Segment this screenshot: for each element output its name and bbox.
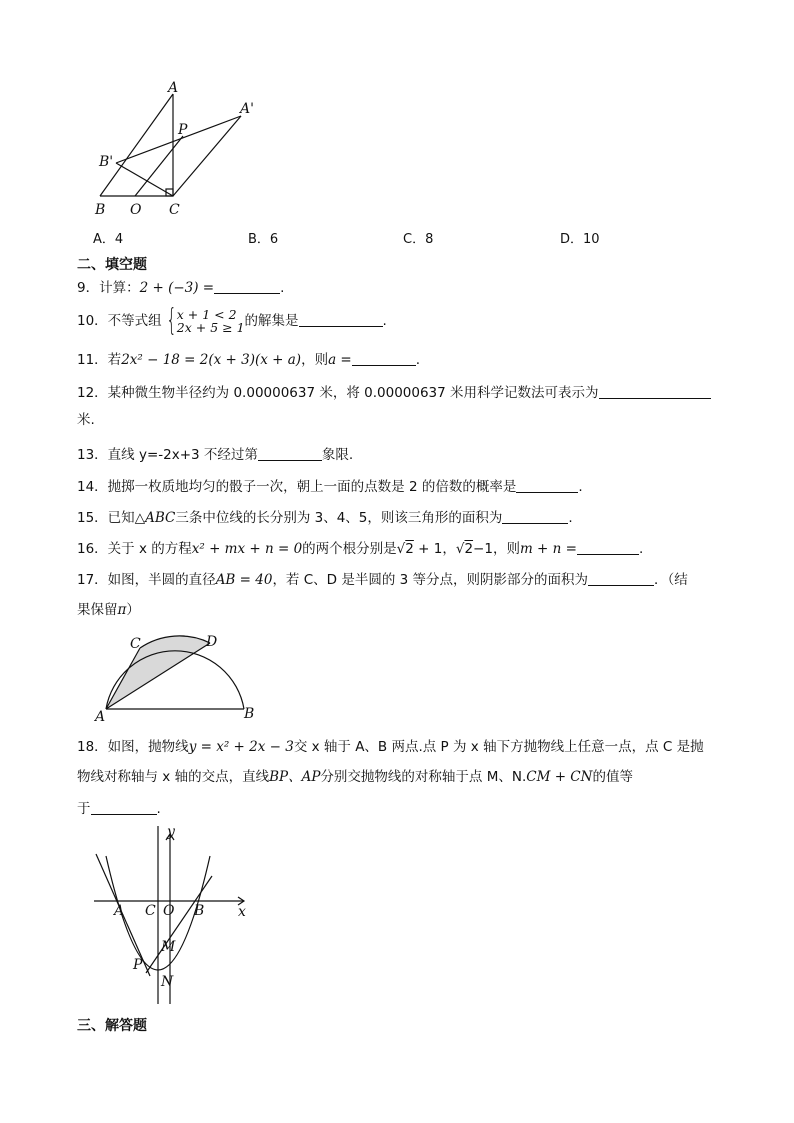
label-B-prime: B'	[99, 154, 114, 170]
question-11: 11．若2x² − 18 = 2(x + 3)(x + a)，则a = .	[77, 352, 421, 368]
question-18-line3: 于 .	[77, 801, 161, 817]
option-c[interactable]	[403, 228, 433, 247]
q17-tail: ．（结	[654, 572, 688, 588]
q10-line1: x + 1 < 2	[176, 307, 237, 322]
semicircle-figure	[92, 632, 267, 724]
q18-line3: 于	[77, 801, 91, 817]
q12-answer-blank[interactable]	[599, 384, 711, 399]
q16-root2-sqrt: √	[455, 541, 465, 557]
option-a-value: 4	[114, 232, 124, 247]
semi-label-A: A	[95, 709, 106, 724]
section-heading-solve: 三、解答题	[77, 1018, 147, 1034]
question-18-line2	[77, 767, 633, 787]
q17-ab: AB = 40	[215, 572, 273, 588]
q10-system	[177, 308, 245, 334]
option-b-value: 6	[269, 232, 279, 247]
q18-line2-pre: 物线对称轴与 x 轴的交点，直线	[77, 769, 270, 785]
q18-answer-blank[interactable]	[91, 800, 157, 815]
option-a-letter: A．	[93, 232, 115, 247]
q17-answer-blank[interactable]	[588, 571, 654, 586]
para-label-P: P	[133, 957, 143, 973]
q15-triangle: △ABC	[134, 510, 176, 526]
q11-mid: ，则	[301, 352, 329, 368]
para-label-x: x	[238, 904, 246, 920]
label-C: C	[169, 202, 180, 218]
option-b[interactable]	[248, 228, 278, 247]
q10-line2: 2x + 5 ≥ 1	[176, 320, 245, 335]
question-9: 9．计算：2 + (−3) = .	[77, 280, 285, 296]
q10-tail: 的解集是	[244, 313, 299, 329]
option-d[interactable]	[560, 228, 600, 247]
q16-root2-rest: −1，则	[473, 541, 520, 557]
q9-expression: 2 + (−3) =	[139, 280, 215, 296]
q11-var: a =	[328, 352, 352, 368]
q16-mid: 的两个根分别是	[302, 541, 397, 557]
q10-brace: {	[165, 303, 177, 338]
option-c-letter: C．	[403, 232, 426, 247]
question-15: 15．已知△ABC三条中位线的长分别为 3、4、5，则该三角形的面积为 .	[77, 510, 573, 526]
q11-label: 11．若	[77, 352, 122, 368]
q13-tail: 象限.	[321, 447, 354, 463]
para-label-A: A	[114, 903, 125, 919]
q18-line2-mid: 分别交抛物线的对称轴于点 M、N.	[320, 769, 527, 785]
q9-label: 9．计算：	[77, 280, 140, 296]
q18-line2-tail: 的值等	[592, 769, 633, 785]
q18-equation: y = x² + 2x − 3	[188, 739, 294, 755]
q17-pre: 17．如图，半圆的直径	[77, 572, 216, 588]
option-d-value: 10	[583, 232, 600, 247]
q16-root2-radicand: 2	[464, 541, 474, 557]
question-17	[77, 570, 688, 590]
q15-answer-blank[interactable]	[502, 509, 568, 524]
q18-cm-cn: CM + CN	[526, 769, 593, 785]
para-label-N: N	[161, 974, 174, 990]
question-17-line2	[77, 600, 140, 620]
q16-pre: 16．关于 x 的方程	[77, 541, 192, 557]
q10-answer-blank[interactable]	[299, 312, 383, 327]
q17-close: ）	[126, 602, 140, 618]
question-18	[77, 737, 704, 757]
q18-line1-tail: 交 x 轴于 A、B 两点.点 P 为 x 轴下方抛物线上任意一点，点 C 是抛	[293, 739, 704, 755]
question-16: 16．关于 x 的方程x² + mx + n = 0的两个根分别是√2 + 1，√2−1，则m + n = .	[77, 541, 644, 557]
q16-root1-radicand: 2	[405, 541, 414, 557]
q16-root1-rest: + 1，	[413, 541, 456, 557]
q9-answer-blank[interactable]	[214, 279, 280, 294]
para-label-O: O	[163, 903, 175, 919]
label-P: P	[178, 122, 188, 138]
option-c-value: 8	[425, 232, 434, 247]
q15-pre: 15．已知	[77, 510, 135, 526]
label-A-prime: A'	[240, 101, 254, 117]
question-14: 14．抛掷一枚质地均匀的骰子一次，朝上一面的点数是 2 的倍数的概率是 .	[77, 479, 583, 495]
question-10: 10．不等式组 {x + 1 < 2 2x + 5 ≥ 1的解集是 .	[77, 303, 387, 338]
para-label-B: B	[194, 903, 205, 919]
para-label-M: M	[161, 939, 176, 955]
semi-label-C: C	[130, 636, 141, 652]
q16-tail: m + n =	[519, 541, 577, 557]
q12-text: 12．某种微生物半径约为 0.00000637 米，将 0.00000637 米用科学记数法可表示为	[77, 385, 599, 401]
option-a[interactable]	[93, 228, 123, 247]
parabola-figure	[88, 826, 258, 1008]
q11-answer-blank[interactable]	[352, 351, 416, 366]
q11-expression: 2x² − 18 = 2(x + 3)(x + a)	[121, 352, 302, 368]
q16-answer-blank[interactable]	[577, 540, 639, 555]
semi-label-D: D	[206, 634, 218, 650]
option-d-letter: D．	[560, 232, 584, 247]
q14-answer-blank[interactable]	[516, 478, 578, 493]
label-B: B	[95, 202, 106, 218]
parallelogram-figure	[88, 78, 268, 220]
semi-label-B: B	[244, 706, 255, 722]
q18-pre: 18．如图，抛物线	[77, 739, 189, 755]
q16-root1-sqrt: √	[396, 541, 406, 557]
para-label-C: C	[145, 903, 156, 919]
label-A: A	[168, 80, 179, 96]
question-13	[77, 445, 353, 465]
q13-answer-blank[interactable]	[258, 446, 322, 461]
q16-equation: x² + mx + n = 0	[191, 541, 303, 557]
option-b-letter: B．	[248, 232, 270, 247]
question-12	[77, 383, 711, 403]
question-12-line2: 米.	[77, 412, 95, 428]
q17-text: ，若 C、D 是半圆的 3 等分点，则阴影部分的面积为	[272, 572, 589, 588]
q17-line2: 果保留	[77, 602, 118, 618]
q18-bp-ap: BP、AP	[269, 769, 321, 785]
q15-text: 三条中位线的长分别为 3、4、5，则该三角形的面积为	[175, 510, 503, 526]
para-label-y: y	[167, 826, 175, 840]
section-heading-fill-blank: 二、填空题	[77, 257, 147, 273]
q10-label: 10．不等式组	[77, 313, 162, 329]
q14-text: 14．抛掷一枚质地均匀的骰子一次，朝上一面的点数是 2 的倍数的概率是	[77, 479, 517, 495]
q17-pi: π	[117, 602, 127, 618]
label-O: O	[130, 202, 142, 218]
q13-text: 13．直线 y=-2x+3 不经过第	[77, 447, 258, 463]
